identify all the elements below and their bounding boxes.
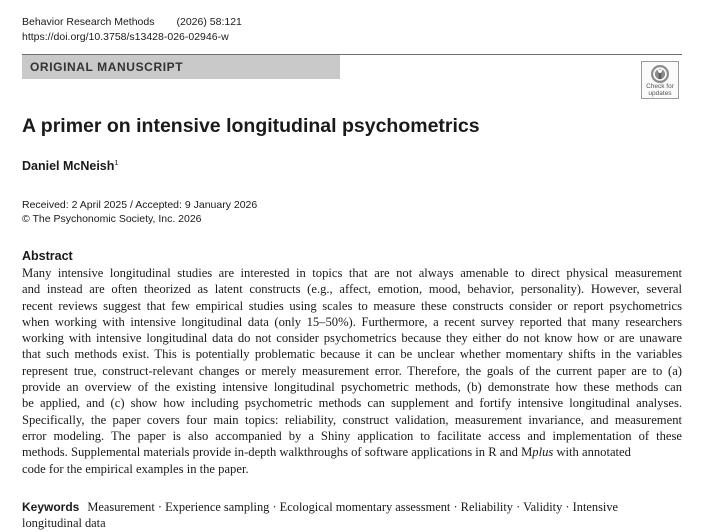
journal-name: Behavior Research Methods — [22, 16, 155, 28]
received-accepted-dates: Received: 2 April 2025 / Accepted: 9 January 2026 — [22, 199, 258, 211]
abstract-body — [22, 265, 682, 477]
check-for-updates-badge[interactable] — [641, 61, 679, 99]
check-for-updates-text — [642, 83, 678, 97]
abstract-line: recent reviews suggest that few empirical studies using scales to measure these constructs consider or report psychometrics — [22, 298, 682, 313]
abstract-line: that such methods exist. This is potentially problematic because it can be unclear whether momentary shifts in the variables — [22, 347, 682, 362]
abstract-line: be applied, and (c) show how including psychometric methods can supplement and fortify intensive longitudinal analyses. — [22, 396, 682, 411]
keywords-line — [22, 499, 682, 515]
keywords-continuation: longitudinal data — [22, 516, 106, 530]
abstract-line: error modeling. The paper is also accompanied by a Shiny application to facilitate access and implementation of these — [22, 428, 682, 443]
abstract-line: represent true, construct-relevant changes or merely measurement error. Therefore, the goals of the current paper are to (a) — [22, 363, 682, 378]
abstract-line: provide an overview of the existing intensive longitudinal psychometric methods, (b) demonstrate how these methods can — [22, 380, 682, 395]
keywords-list: Measurement · Experience sampling · Ecological momentary assessment · Reliability · Validity · Intensive — [87, 500, 619, 514]
abstract-line — [22, 444, 682, 460]
doi-link[interactable]: https://doi.org/10.3758/s13428-026-02946-w — [22, 31, 229, 43]
abstract-line: Many intensive longitudinal studies are interested in topics that are not always amenable to direct physical measurement — [22, 266, 682, 280]
author-name[interactable]: Daniel McNeish — [22, 159, 115, 173]
abstract-line-text: methods. Supplemental materials provide in-depth walkthroughs of software applications in R and M — [22, 445, 533, 460]
abstract-line: working with intensive longitudinal data do not consider psychometrics because they either do not know how or are unaware — [22, 331, 682, 346]
check-for-updates-icon — [650, 64, 670, 84]
mplus-italic: plus — [532, 445, 554, 460]
citation: (2026) 58:121 — [176, 16, 242, 28]
article-type-label: ORIGINAL MANUSCRIPT — [30, 60, 184, 74]
abstract-line: code for the empirical examples in the paper. — [22, 461, 249, 476]
article-type-banner — [22, 55, 340, 79]
abstract-heading: Abstract — [22, 249, 73, 263]
abstract-line: and instead are often theorized as latent constructs (e.g., affect, emotion, mood, behavior, personality). However, several — [22, 282, 682, 297]
affiliation-mark: 1 — [114, 158, 119, 167]
article-title: A primer on intensive longitudinal psychometrics — [22, 115, 480, 137]
check-for-updates-line1: Check for — [646, 83, 674, 90]
check-for-updates-line2: updates — [648, 90, 672, 97]
author-line — [22, 158, 119, 174]
keywords-block — [22, 499, 682, 531]
copyright-notice: © The Psychonomic Society, Inc. 2026 — [22, 213, 202, 225]
abstract-line-tail: with annotated — [553, 445, 631, 460]
abstract-line: Specifically, the paper covers four main topics: reliability, construct validation, measurement invariance, and measurement — [22, 412, 682, 427]
keywords-label: Keywords — [22, 500, 80, 514]
abstract-line: when working with intensive longitudinal data (only 15–50%). Furthermore, a recent survey reported that many researchers — [22, 314, 682, 329]
journal-citation-line — [22, 16, 242, 29]
